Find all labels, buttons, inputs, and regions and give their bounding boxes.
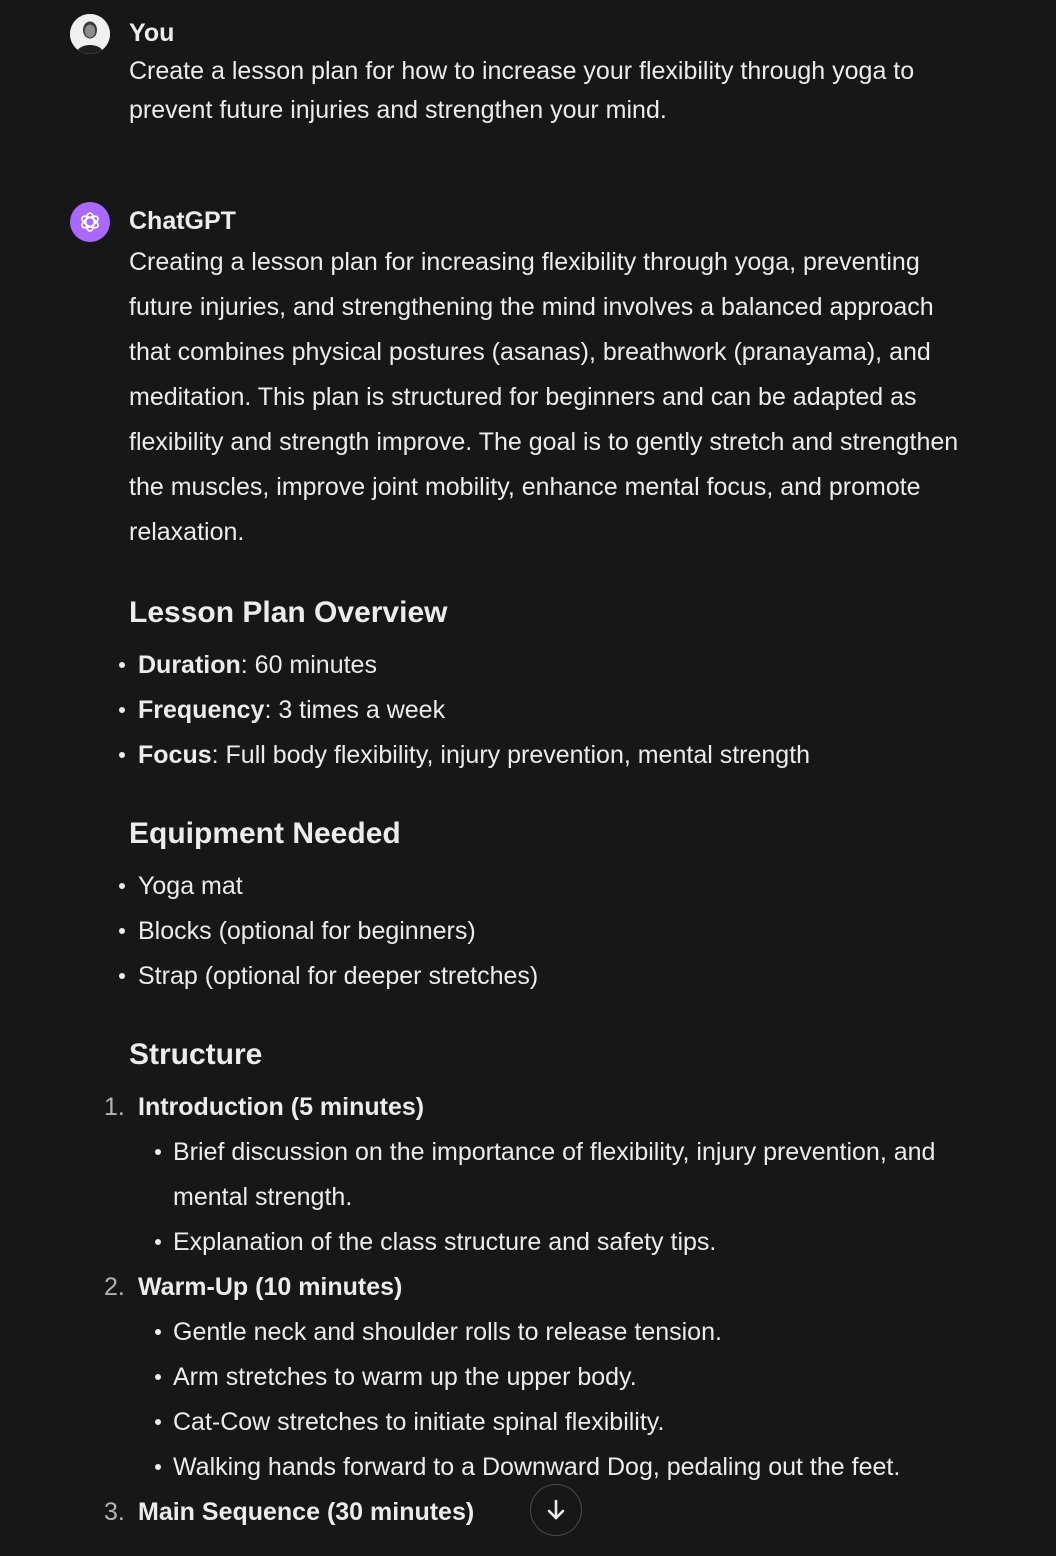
list-item: Cat-Cow stretches to initiate spinal flexibility. [173,1400,959,1445]
scroll-to-bottom-button[interactable] [530,1484,582,1536]
step-points [138,1130,959,1265]
user-avatar-icon[interactable] [70,14,110,54]
openai-logo-icon [70,202,110,242]
user-message-paragraph: Create a lesson plan for how to increase your flexibility through yoga to prevent future injuries and strengthen your mind. [129,57,915,124]
list-item: Blocks (optional for beginners) [129,909,959,954]
overview-item-label: Duration [138,651,241,679]
step-number: 1. [104,1093,125,1121]
step-points [138,1310,959,1490]
assistant-intro-paragraph: Creating a lesson plan for increasing flexibility through yoga, preventing future injuries, and strengthening the mind involves a balanced approach that combines physical postures (asanas), breathwork (pranayama), and meditation. This plan is structured for beginners and can be adapted as flexibility and strength improve. The goal is to gently stretch and strengthen the muscles, improve joint mobility, enhance mental focus, and promote relaxation. [129,248,959,546]
user-message-text [129,52,959,130]
overview-list [129,643,959,778]
list-item [129,733,959,778]
structure-list [104,1085,959,1535]
list-item: Gentle neck and shoulder rolls to release tension. [173,1310,959,1355]
overview-item-value: : 3 times a week [264,696,446,724]
equipment-heading: Equipment Needed [129,817,401,850]
list-item: Walking hands forward to a Downward Dog, pedaling out the feet. [173,1445,959,1490]
user-author-label: You [129,19,175,47]
structure-heading: Structure [129,1038,263,1071]
overview-item-label: Frequency [138,696,265,724]
list-item: Explanation of the class structure and safety tips. [173,1220,959,1265]
step-title: Main Sequence (30 minutes) [138,1498,475,1526]
assistant-author-label: ChatGPT [129,207,236,235]
structure-step [104,1085,959,1265]
overview-item-value: : 60 minutes [240,651,377,679]
assistant-message-text [104,240,959,1535]
list-item: Strap (optional for deeper stretches) [129,954,959,999]
step-number: 2. [104,1273,125,1301]
list-item: Brief discussion on the importance of flexibility, injury prevention, and mental strength. [173,1130,959,1220]
overview-heading: Lesson Plan Overview [129,596,448,629]
step-title: Introduction (5 minutes) [138,1093,425,1121]
arrow-down-icon [543,1497,569,1523]
structure-step [104,1265,959,1490]
overview-item-label: Focus [138,741,212,769]
list-item [129,643,959,688]
step-title: Warm-Up (10 minutes) [138,1273,403,1301]
list-item: Arm stretches to warm up the upper body. [173,1355,959,1400]
equipment-list [129,864,959,999]
overview-item-value: : Full body flexibility, injury prevention, mental strength [211,741,811,769]
step-number: 3. [104,1498,125,1526]
list-item: Yoga mat [129,864,959,909]
list-item [129,688,959,733]
